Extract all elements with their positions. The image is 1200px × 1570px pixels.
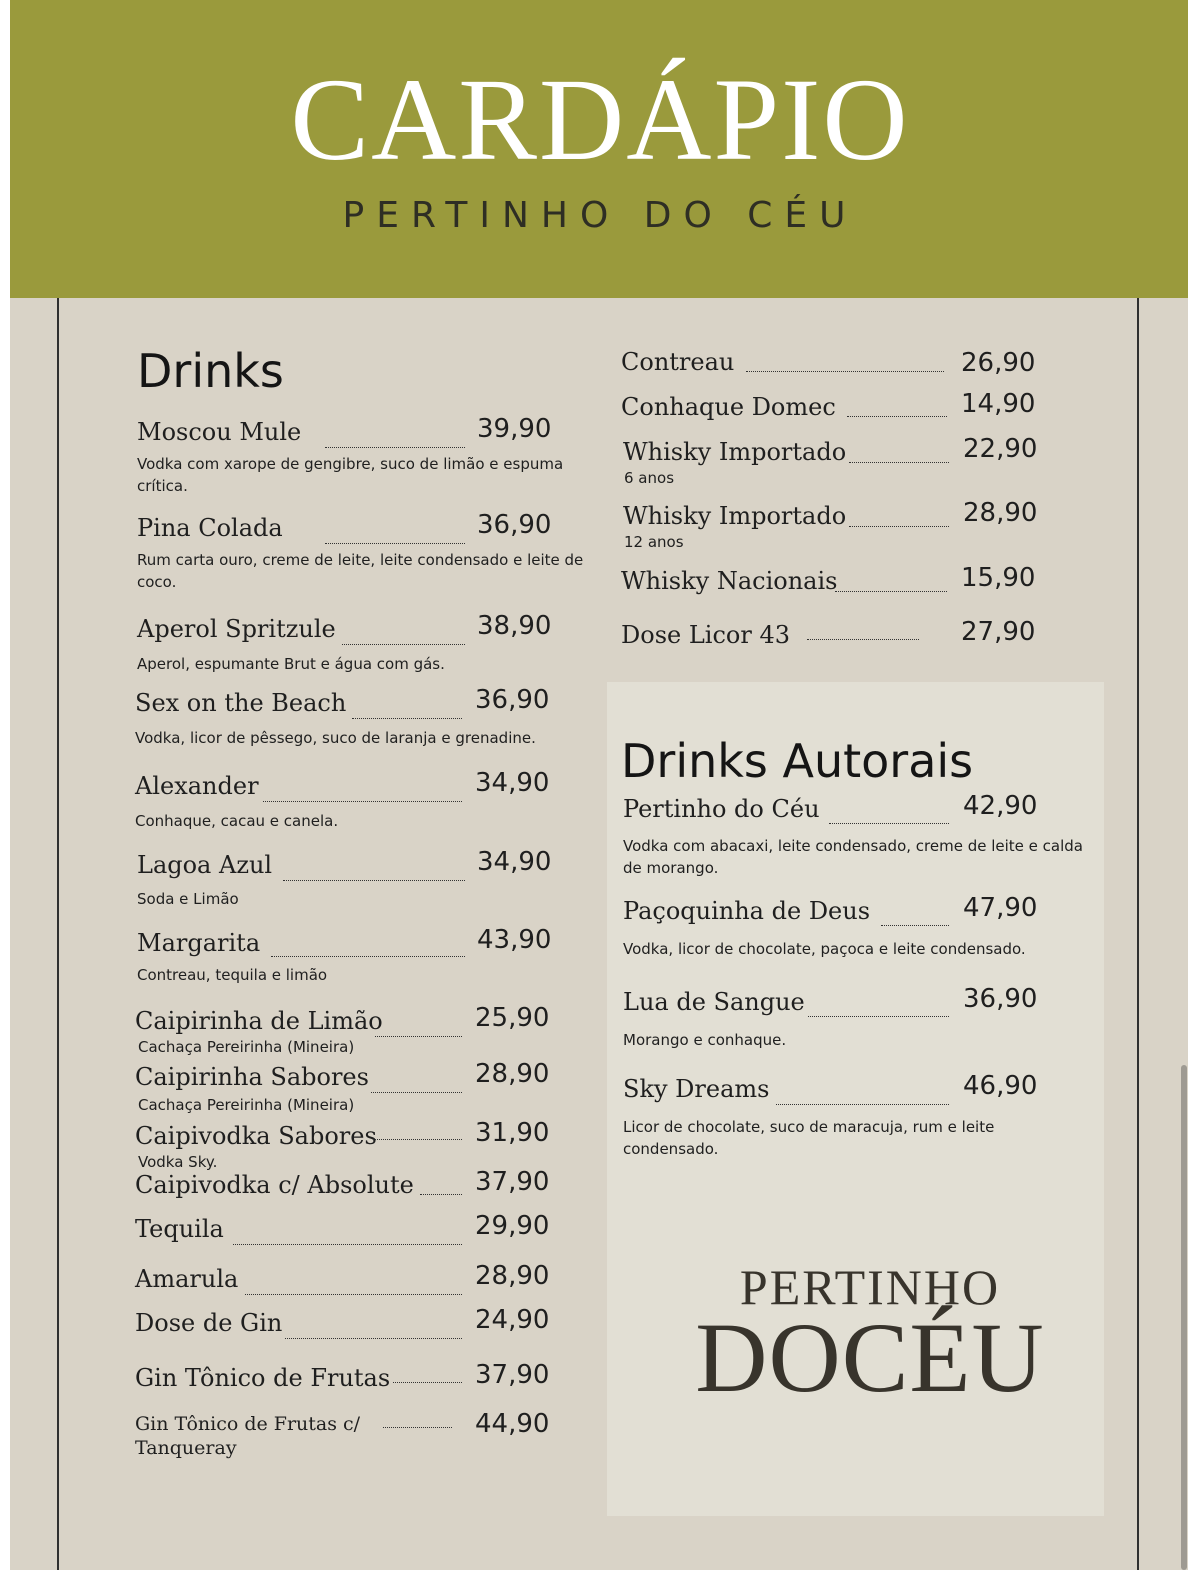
item-name: Pertinho do Céu bbox=[623, 795, 820, 823]
dot-leader bbox=[881, 925, 949, 926]
item-price: 47,90 bbox=[963, 893, 1038, 923]
dot-leader bbox=[383, 1427, 452, 1428]
item-price: 24,90 bbox=[475, 1305, 550, 1335]
item-name: Paçoquinha de Deus bbox=[623, 897, 871, 925]
dot-leader bbox=[373, 1139, 462, 1140]
dot-leader bbox=[746, 371, 944, 372]
logo-line2: DOCÉU bbox=[695, 1302, 1045, 1413]
item-name: Caipivodka Sabores bbox=[135, 1122, 377, 1150]
dot-leader bbox=[393, 1382, 462, 1383]
menu-subtitle: PERTINHO DO CÉU bbox=[342, 195, 858, 236]
item-name: Whisky Importado bbox=[623, 438, 847, 466]
item-description: Cachaça Pereirinha (Mineira) bbox=[138, 1096, 355, 1114]
item-price: 22,90 bbox=[963, 434, 1038, 464]
item-price: 37,90 bbox=[475, 1360, 550, 1390]
right-border-line bbox=[1137, 298, 1139, 1570]
item-price: 14,90 bbox=[961, 389, 1036, 419]
item-name: Margarita bbox=[137, 929, 261, 957]
item-price: 46,90 bbox=[963, 1071, 1038, 1101]
item-name: Dose de Gin bbox=[135, 1309, 283, 1337]
item-description: Aperol, espumante Brut e água com gás. bbox=[137, 655, 445, 673]
item-price: 43,90 bbox=[477, 925, 552, 955]
item-name: Sky Dreams bbox=[623, 1075, 770, 1103]
item-name: Whisky Nacionais bbox=[621, 567, 838, 595]
item-name: Amarula bbox=[135, 1265, 239, 1293]
item-description: Vodka, licor de pêssego, suco de laranja e grenadine. bbox=[135, 729, 536, 747]
autorais-section-title: Drinks Autorais bbox=[621, 734, 974, 788]
item-price: 31,90 bbox=[475, 1118, 550, 1148]
item-description: Cachaça Pereirinha (Mineira) bbox=[138, 1038, 355, 1056]
dot-leader bbox=[263, 801, 462, 802]
item-price: 28,90 bbox=[963, 498, 1038, 528]
item-name: Conhaque Domec bbox=[621, 393, 836, 421]
item-price: 39,90 bbox=[477, 414, 552, 444]
dot-leader bbox=[776, 1104, 949, 1105]
item-name: Caipirinha Sabores bbox=[135, 1063, 369, 1091]
item-name: Aperol Spritzule bbox=[137, 615, 336, 643]
item-name: Dose Licor 43 bbox=[621, 621, 790, 649]
item-price: 26,90 bbox=[961, 348, 1036, 378]
item-price: 29,90 bbox=[475, 1211, 550, 1241]
item-name: Caipivodka c/ Absolute bbox=[135, 1171, 414, 1199]
item-description: Vodka com abacaxi, leite condensado, creme de leite e calda de morango. bbox=[623, 837, 1083, 877]
item-description: Vodka com xarope de gengibre, suco de limão e espuma crítica. bbox=[137, 455, 564, 495]
item-price: 36,90 bbox=[963, 984, 1038, 1014]
dot-leader bbox=[342, 644, 465, 645]
item-name: Gin Tônico de Frutas c/ bbox=[135, 1413, 361, 1435]
item-subtitle: 12 anos bbox=[624, 533, 684, 551]
item-subtitle: 6 anos bbox=[624, 469, 675, 487]
dot-leader bbox=[283, 880, 465, 881]
left-border-line bbox=[57, 298, 59, 1570]
item-price: 36,90 bbox=[475, 685, 550, 715]
item-name: Lagoa Azul bbox=[137, 851, 273, 879]
item-price: 34,90 bbox=[477, 847, 552, 877]
dot-leader bbox=[375, 1036, 462, 1037]
dot-leader bbox=[285, 1338, 462, 1339]
item-name: Tequila bbox=[135, 1215, 224, 1243]
item-name: Lua de Sangue bbox=[623, 988, 805, 1016]
item-description: Morango e conhaque. bbox=[623, 1031, 787, 1049]
dot-leader bbox=[245, 1294, 462, 1295]
item-price: 28,90 bbox=[475, 1059, 550, 1089]
scrollbar[interactable] bbox=[1181, 1065, 1187, 1570]
drinks-section-title: Drinks bbox=[137, 344, 284, 398]
menu-title: CARDÁPIO bbox=[290, 54, 910, 185]
item-price: 27,90 bbox=[961, 617, 1036, 647]
logo-line1: PERTINHO bbox=[739, 1259, 1001, 1315]
item-description: Vodka, licor de chocolate, paçoca e leite condensado. bbox=[623, 940, 1026, 958]
item-name: Caipirinha de Limão bbox=[135, 1007, 383, 1035]
item-price: 34,90 bbox=[475, 768, 550, 798]
item-price: 36,90 bbox=[477, 510, 552, 540]
item-price: 25,90 bbox=[475, 1003, 550, 1033]
dot-leader bbox=[847, 416, 947, 417]
item-name: Pina Colada bbox=[137, 514, 283, 542]
dot-leader bbox=[325, 447, 465, 448]
dot-leader bbox=[808, 1016, 949, 1017]
item-name: Contreau bbox=[621, 348, 735, 376]
item-price: 44,90 bbox=[475, 1409, 550, 1439]
dot-leader bbox=[829, 823, 949, 824]
item-description: Contreau, tequila e limão bbox=[137, 966, 328, 984]
item-name: Whisky Importado bbox=[623, 502, 847, 530]
item-price: 42,90 bbox=[963, 791, 1038, 821]
dot-leader bbox=[371, 1092, 462, 1093]
dot-leader bbox=[849, 526, 949, 527]
item-price: 15,90 bbox=[961, 563, 1036, 593]
dot-leader bbox=[325, 543, 465, 544]
item-name: Alexander bbox=[135, 772, 259, 800]
item-price: 28,90 bbox=[475, 1261, 550, 1291]
item-name: Sex on the Beach bbox=[135, 689, 347, 717]
item-name-line2: Tanqueray bbox=[135, 1437, 237, 1459]
dot-leader bbox=[271, 956, 465, 957]
item-name: Gin Tônico de Frutas bbox=[135, 1364, 391, 1392]
dot-leader bbox=[420, 1194, 462, 1195]
item-description: Conhaque, cacau e canela. bbox=[135, 812, 339, 830]
item-description: Soda e Limão bbox=[137, 890, 239, 908]
item-description: Rum carta ouro, creme de leite, leite condensado e leite de coco. bbox=[137, 551, 584, 591]
item-price: 38,90 bbox=[477, 611, 552, 641]
dot-leader bbox=[849, 462, 949, 463]
dot-leader bbox=[352, 718, 462, 719]
item-description: Licor de chocolate, suco de maracuja, rum e leite condensado. bbox=[623, 1118, 995, 1158]
dot-leader bbox=[835, 591, 947, 592]
item-price: 37,90 bbox=[475, 1167, 550, 1197]
dot-leader bbox=[233, 1244, 462, 1245]
item-description: Vodka Sky. bbox=[138, 1153, 218, 1171]
dot-leader bbox=[807, 639, 919, 640]
item-name: Moscou Mule bbox=[137, 418, 302, 446]
